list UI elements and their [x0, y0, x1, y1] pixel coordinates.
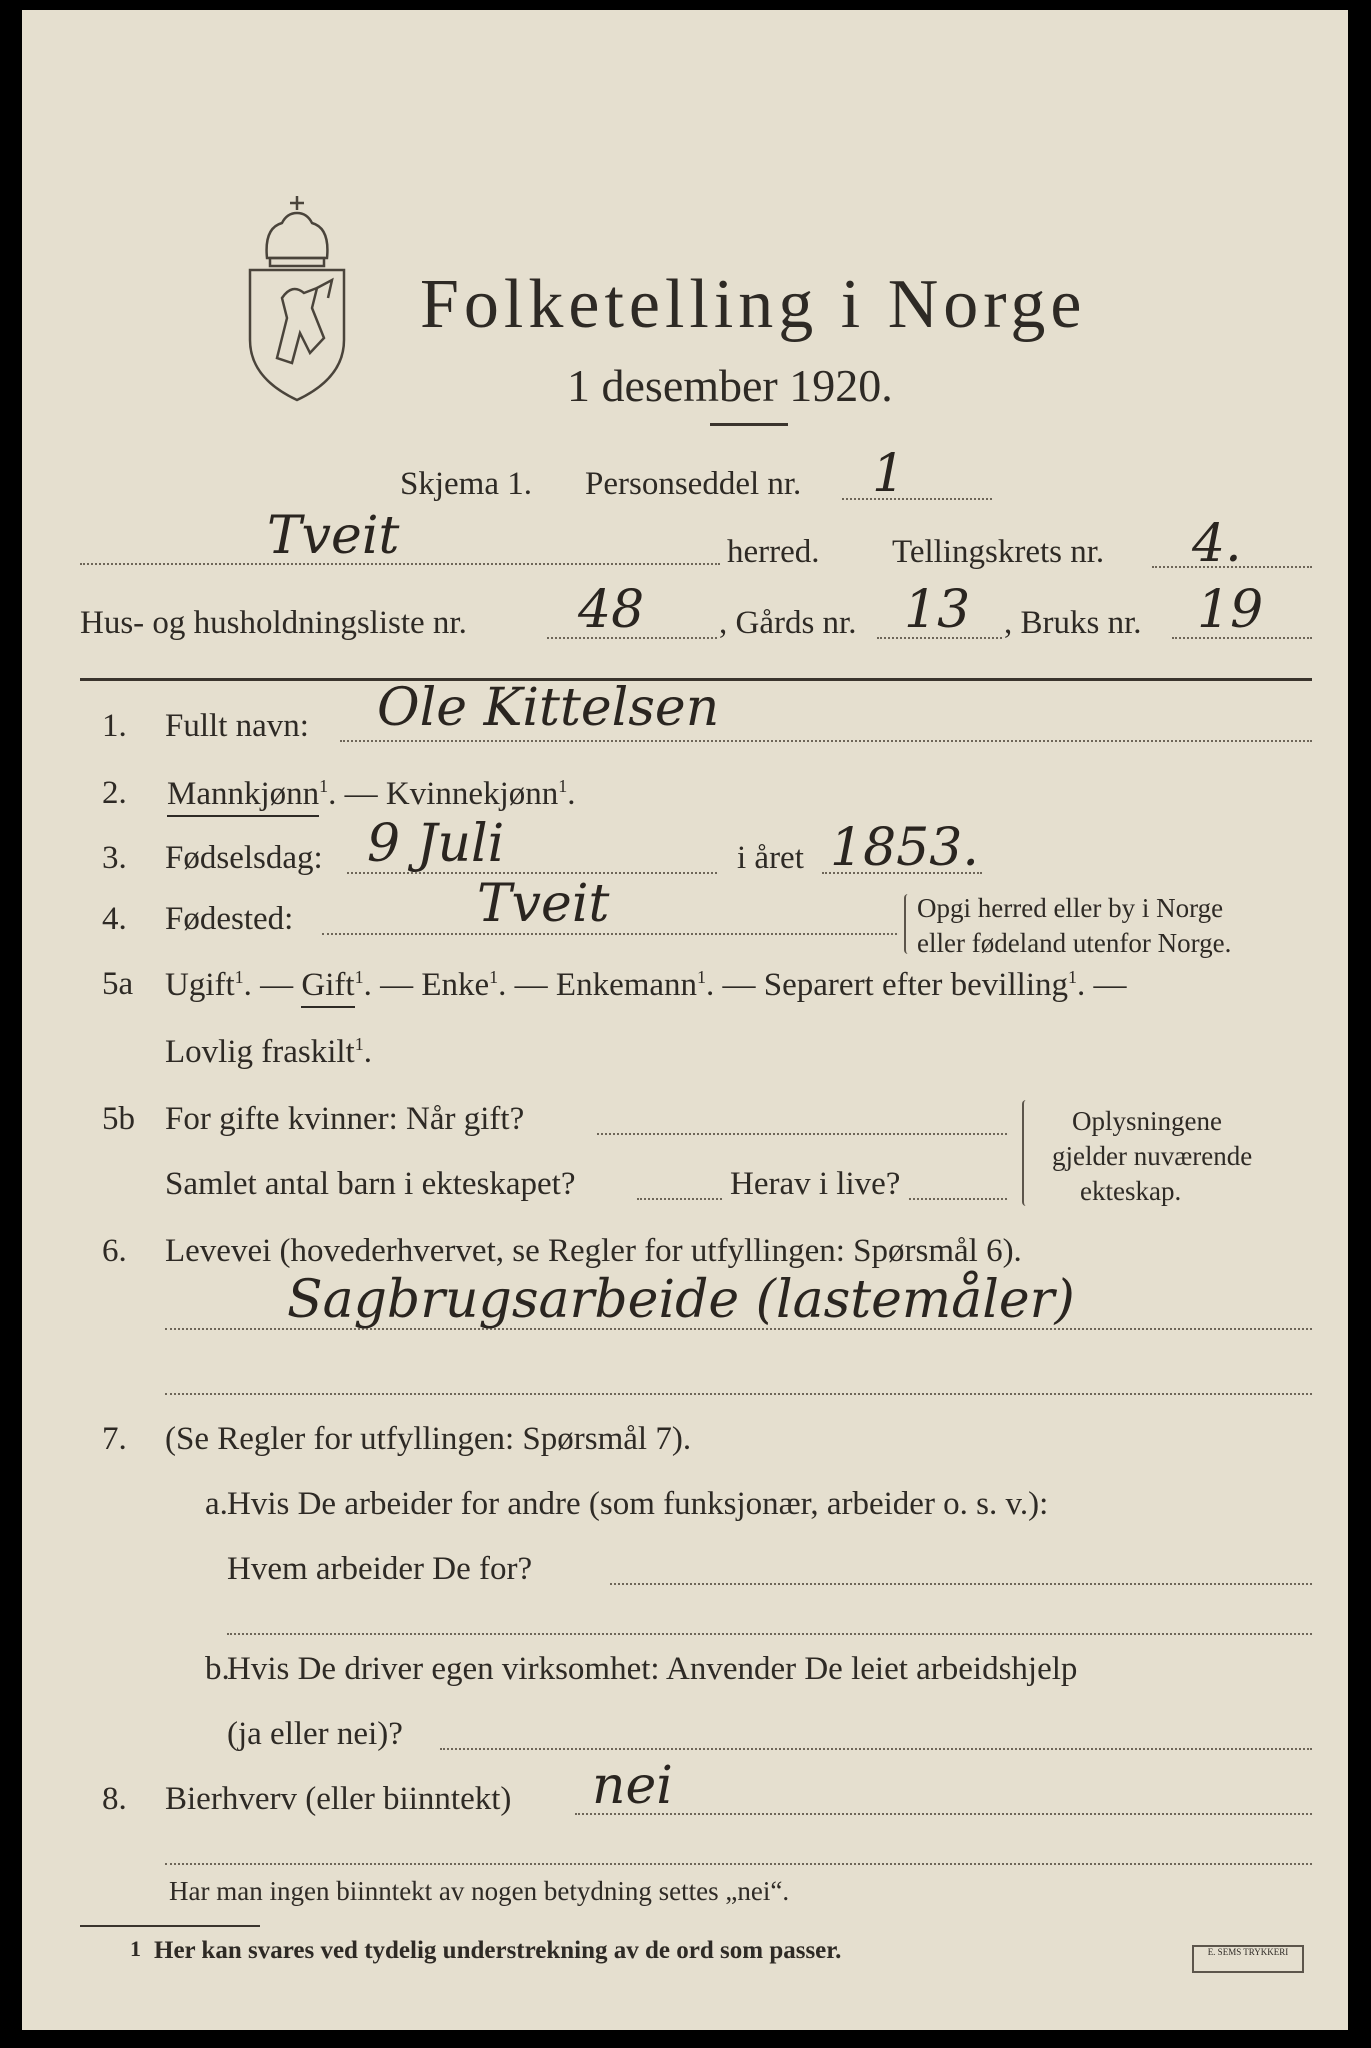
- coat-of-arms-icon: [232, 188, 362, 408]
- q4-brace: [904, 894, 912, 954]
- q7a-line: [610, 1583, 1312, 1585]
- q8-line-2: [165, 1863, 1312, 1865]
- q2-options: Mannkjønn$^1$. — Kvinnekjønn$^1$.: [167, 777, 576, 811]
- q2-female: Kvinnekjønn: [385, 776, 559, 812]
- q5b-line-1-dots: [597, 1133, 1007, 1135]
- q5b-line-2-dots: [637, 1198, 722, 1200]
- q8-note: Har man ingen biinntekt av nogen betydning settes „nei“.: [169, 1876, 790, 1906]
- q7b-line: [440, 1748, 1312, 1750]
- q3-year-value: 1853.: [830, 818, 979, 878]
- q4-label: Fødested:: [165, 901, 294, 937]
- q4-value: Tveit: [477, 874, 610, 934]
- gards-label: , Gårds nr.: [719, 605, 857, 641]
- personseddel-label: Personseddel nr.: [585, 466, 802, 502]
- census-date: 1 desember 1920.: [567, 360, 893, 411]
- personseddel-value: 1: [872, 444, 906, 504]
- bruks-label: , Bruks nr.: [1004, 605, 1142, 641]
- husliste-label: Hus- og husholdningsliste nr.: [80, 605, 467, 641]
- q3-number: 3.: [102, 840, 127, 876]
- q5a-fraskilt: Lovlig fraskilt$^1$.: [165, 1034, 372, 1070]
- q1-value: Ole Kittelsen: [377, 678, 720, 738]
- form-title: Folketelling i Norge: [420, 266, 1087, 343]
- herred-label: herred.: [727, 534, 820, 570]
- q3-label: Fødselsdag:: [165, 840, 323, 876]
- q6-number: 6.: [102, 1233, 127, 1269]
- q7a-text: Hvis De arbeider for andre (som funksjonær, arbeider o. s. v.):: [227, 1486, 1049, 1522]
- q3-value: 9 Juli: [367, 814, 505, 874]
- herred-line: [80, 563, 720, 565]
- q5b-brace: [1022, 1100, 1030, 1206]
- gards-value: 13: [904, 580, 971, 640]
- q7b-text: Hvis De driver egen virksomhet: Anvender De leiet arbeidshjelp: [227, 1651, 1078, 1687]
- q5a-options: Ugift$^1$. — Gift$^1$. — Enke$^1$. — Enkemann$^1$. — Separert efter bevilling$^1$. —: [165, 968, 1126, 1002]
- q4-line: [322, 933, 897, 935]
- footnote-text: Her kan svares ved tydelig understrekning av de ord som passer.: [154, 1937, 842, 1964]
- q6-line-2: [165, 1393, 1312, 1395]
- q3-year-label: i året: [737, 840, 804, 876]
- bruks-value: 19: [1197, 580, 1264, 640]
- census-form: [22, 10, 1348, 2030]
- q5b-note-2: gjelder nuværende: [1052, 1141, 1253, 1171]
- q7a-question: Hvem arbeider De for?: [227, 1551, 533, 1587]
- q5a-gift: Gift: [301, 967, 354, 1008]
- q4-note-1: Opgi herred eller by i Norge: [917, 893, 1224, 923]
- q5b-line-1: For gifte kvinner: Når gift?: [165, 1101, 525, 1137]
- q7b-question: (ja eller nei)?: [227, 1716, 403, 1752]
- footnote-mark: 1: [130, 1936, 141, 1961]
- q5b-live-dots: [909, 1198, 1007, 1200]
- q6-label: Levevei (hovederhvervet, se Regler for utfyllingen: Spørsmål 6).: [165, 1233, 1022, 1269]
- q7b-letter: b.: [205, 1651, 230, 1687]
- q5b-number: 5b: [102, 1101, 135, 1137]
- q5b-note-1: Oplysningene: [1072, 1106, 1222, 1136]
- skjema-label: Skjema 1.: [400, 466, 532, 502]
- q2-male: Mannkjønn: [167, 776, 319, 817]
- title-divider: [710, 423, 788, 426]
- q7-label: (Se Regler for utfyllingen: Spørsmål 7).: [165, 1421, 692, 1457]
- q8-line: [575, 1813, 1312, 1815]
- q7-number: 7.: [102, 1421, 127, 1457]
- q5b-line-2: Samlet antal barn i ekteskapet?: [165, 1166, 576, 1202]
- q5b-live: Herav i live?: [730, 1166, 901, 1202]
- q2-number: 2.: [102, 775, 127, 811]
- q6-value: Sagbrugsarbeide (lastemåler): [287, 1270, 1075, 1330]
- q8-value: nei: [592, 1756, 673, 1816]
- husliste-value: 48: [578, 580, 645, 640]
- q8-number: 8.: [102, 1781, 127, 1817]
- q5b-note-3: ekteskap.: [1080, 1176, 1182, 1206]
- footnote-divider: [80, 1925, 260, 1927]
- q7a-line-2: [227, 1633, 1312, 1635]
- tellingskrets-label: Tellingskrets nr.: [892, 534, 1105, 570]
- tellingskrets-value: 4.: [1192, 514, 1242, 574]
- q1-number: 1.: [102, 708, 127, 744]
- q7a-letter: a.: [205, 1486, 228, 1522]
- q4-number: 4.: [102, 901, 127, 937]
- q1-line: [340, 740, 1312, 742]
- q8-label: Bierhverv (eller biinntekt): [165, 1781, 512, 1817]
- herred-value: Tveit: [267, 506, 400, 566]
- q1-label: Fullt navn:: [165, 708, 309, 744]
- personseddel-line: [842, 498, 992, 500]
- q4-note-2: eller fødeland utenfor Norge.: [917, 928, 1232, 958]
- printer-stamp: E. SEMS TRYKKERI: [1192, 1945, 1304, 1973]
- q5a-number: 5a: [102, 966, 134, 1002]
